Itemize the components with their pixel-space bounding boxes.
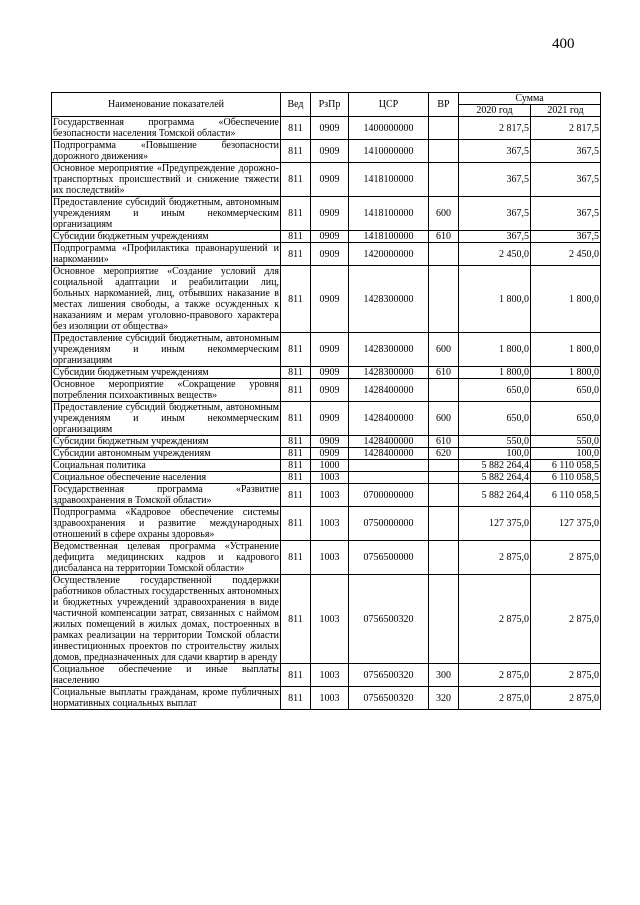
row-rzpr: 0909 (311, 333, 349, 367)
table-body (52, 117, 601, 710)
row-csr: 0756500000 (349, 541, 429, 575)
row-sum-2021: 1 800,0 (531, 333, 601, 367)
table-row (52, 333, 601, 367)
row-vr: 610 (429, 231, 459, 243)
row-vr (429, 507, 459, 541)
row-name: Социальные выплаты гражданам, кроме публичных нормативных социальных выплат (53, 687, 279, 709)
row-name: Государственная программа «Развитие здравоохранения в Томской области» (53, 484, 279, 506)
table-row (52, 367, 601, 379)
row-ved: 811 (281, 507, 311, 541)
row-rzpr: 1003 (311, 687, 349, 710)
row-name: Предоставление субсидий бюджетным, автономным учреждениям и иным некоммерческим организациям (53, 197, 279, 230)
header-2021: 2021 год (531, 105, 601, 117)
row-ved: 811 (281, 575, 311, 664)
row-sum-2020: 367,5 (459, 197, 531, 231)
row-sum-2021: 6 110 058,5 (531, 472, 601, 484)
table-row (52, 484, 601, 507)
row-sum-2020: 1 800,0 (459, 266, 531, 333)
row-ved: 811 (281, 402, 311, 436)
row-sum-2021: 367,5 (531, 163, 601, 197)
row-rzpr: 1000 (311, 460, 349, 472)
row-vr (429, 266, 459, 333)
row-sum-2021: 2 875,0 (531, 687, 601, 710)
row-sum-2021: 6 110 058,5 (531, 460, 601, 472)
row-vr: 620 (429, 448, 459, 460)
row-rzpr: 1003 (311, 575, 349, 664)
header-sum: Сумма (459, 93, 601, 105)
table-row (52, 231, 601, 243)
row-csr: 1418100000 (349, 231, 429, 243)
row-csr: 1428400000 (349, 402, 429, 436)
row-rzpr: 0909 (311, 367, 349, 379)
row-sum-2020: 650,0 (459, 379, 531, 402)
row-sum-2021: 2 875,0 (531, 575, 601, 664)
row-ved: 811 (281, 367, 311, 379)
row-ved: 811 (281, 664, 311, 687)
header-ved: Вед (281, 93, 311, 117)
row-vr (429, 472, 459, 484)
row-sum-2020: 550,0 (459, 436, 531, 448)
row-vr: 600 (429, 402, 459, 436)
row-ved: 811 (281, 117, 311, 140)
row-sum-2021: 367,5 (531, 140, 601, 163)
budget-table (51, 92, 601, 710)
row-vr: 320 (429, 687, 459, 710)
row-csr: 1420000000 (349, 243, 429, 266)
row-csr: 1418100000 (349, 197, 429, 231)
row-name: Осуществление государственной поддержки работников областных государственных автономных и бюджетных учреждений здравоохранения в виде частичной компенсации затрат, связанных с наймом жилых помещений в жилых домах, построенных в рамках реализации на территории Томской области инвестиционных проектов по строительству жилых домов, предназначенных для сдачи квартир в аренду (53, 575, 279, 663)
row-rzpr: 0909 (311, 379, 349, 402)
row-ved: 811 (281, 687, 311, 710)
row-csr: 0756500320 (349, 687, 429, 710)
row-vr (429, 575, 459, 664)
row-name: Подпрограмма «Кадровое обеспечение системы здравоохранения и развитие международных отношений в сфере охраны здоровья» (53, 507, 279, 540)
row-rzpr: 0909 (311, 436, 349, 448)
row-ved: 811 (281, 379, 311, 402)
row-name: Субсидии бюджетным учреждениям (52, 436, 281, 448)
row-vr: 600 (429, 333, 459, 367)
table-row (52, 507, 601, 541)
row-sum-2020: 367,5 (459, 163, 531, 197)
row-name: Подпрограмма «Профилактика правонарушений и наркомании» (53, 243, 279, 265)
row-sum-2021: 1 800,0 (531, 266, 601, 333)
row-sum-2020: 5 882 264,4 (459, 460, 531, 472)
row-vr (429, 484, 459, 507)
row-sum-2020: 1 800,0 (459, 333, 531, 367)
row-sum-2020: 1 800,0 (459, 367, 531, 379)
row-rzpr: 1003 (311, 472, 349, 484)
row-csr: 1428400000 (349, 379, 429, 402)
row-name: Основное мероприятие «Предупреждение дорожно-транспортных происшествий и снижение тяжести их последствий» (53, 163, 279, 196)
row-sum-2021: 2 450,0 (531, 243, 601, 266)
row-name: Субсидии бюджетным учреждениям (52, 231, 281, 243)
row-sum-2021: 2 817,5 (531, 117, 601, 140)
row-sum-2020: 5 882 264,4 (459, 472, 531, 484)
row-rzpr: 1003 (311, 507, 349, 541)
row-sum-2020: 2 875,0 (459, 541, 531, 575)
row-rzpr: 1003 (311, 484, 349, 507)
row-rzpr: 0909 (311, 243, 349, 266)
table-header (52, 93, 601, 117)
row-csr: 1418100000 (349, 163, 429, 197)
row-name: Предоставление субсидий бюджетным, автономным учреждениям и иным некоммерческим организациям (53, 402, 279, 435)
row-sum-2021: 2 875,0 (531, 541, 601, 575)
header-rzpr: РзПр (311, 93, 349, 117)
row-rzpr: 0909 (311, 448, 349, 460)
row-csr: 0700000000 (349, 484, 429, 507)
row-sum-2021: 1 800,0 (531, 367, 601, 379)
row-rzpr: 0909 (311, 197, 349, 231)
row-ved: 811 (281, 243, 311, 266)
table-row (52, 266, 601, 333)
row-ved: 811 (281, 140, 311, 163)
header-csr: ЦСР (349, 93, 429, 117)
row-csr (349, 472, 429, 484)
row-vr (429, 379, 459, 402)
row-name: Основное мероприятие «Создание условий для социальной адаптации и реабилитации лиц, больных наркоманией, лиц, отбывших наказание в местах лишения свободы, а также осужденных к наказаниям и мерам уголовно-правового характера без изоляции от общества» (53, 266, 279, 332)
row-ved: 811 (281, 197, 311, 231)
page-number: 400 (552, 36, 575, 52)
row-name: Предоставление субсидий бюджетным, автономным учреждениям и иным некоммерческим организациям (53, 333, 279, 366)
row-ved: 811 (281, 436, 311, 448)
header-name: Наименование показателей (52, 93, 281, 117)
row-sum-2021: 367,5 (531, 197, 601, 231)
row-ved: 811 (281, 231, 311, 243)
row-csr: 1428300000 (349, 367, 429, 379)
row-name: Социальное обеспечение и иные выплаты населению (53, 664, 279, 686)
row-ved: 811 (281, 333, 311, 367)
table-row (52, 460, 601, 472)
row-rzpr: 0909 (311, 140, 349, 163)
row-name: Субсидии автономным учреждениям (52, 448, 281, 460)
row-rzpr: 1003 (311, 541, 349, 575)
table-row (52, 243, 601, 266)
row-ved: 811 (281, 460, 311, 472)
row-ved: 811 (281, 484, 311, 507)
table-row (52, 163, 601, 197)
row-sum-2020: 2 875,0 (459, 575, 531, 664)
row-name: Государственная программа «Обеспечение безопасности населения Томской области» (53, 117, 279, 139)
row-name: Социальная политика (52, 460, 281, 472)
row-sum-2021: 100,0 (531, 448, 601, 460)
row-vr (429, 140, 459, 163)
table-row (52, 448, 601, 460)
row-sum-2020: 2 817,5 (459, 117, 531, 140)
row-rzpr: 0909 (311, 163, 349, 197)
row-sum-2020: 127 375,0 (459, 507, 531, 541)
row-sum-2021: 650,0 (531, 379, 601, 402)
row-csr: 1428300000 (349, 333, 429, 367)
row-sum-2020: 650,0 (459, 402, 531, 436)
row-rzpr: 0909 (311, 117, 349, 140)
row-rzpr: 0909 (311, 231, 349, 243)
row-csr: 1400000000 (349, 117, 429, 140)
row-rzpr: 1003 (311, 664, 349, 687)
table-row (52, 472, 601, 484)
row-vr: 610 (429, 436, 459, 448)
table-row (52, 117, 601, 140)
table-row (52, 436, 601, 448)
row-sum-2020: 367,5 (459, 231, 531, 243)
row-vr (429, 243, 459, 266)
row-csr: 1428400000 (349, 436, 429, 448)
table-row (52, 575, 601, 664)
row-vr: 610 (429, 367, 459, 379)
row-sum-2020: 2 875,0 (459, 687, 531, 710)
table-row (52, 664, 601, 687)
row-csr: 1428400000 (349, 448, 429, 460)
row-sum-2021: 127 375,0 (531, 507, 601, 541)
row-ved: 811 (281, 163, 311, 197)
row-csr: 0756500320 (349, 575, 429, 664)
table-row (52, 379, 601, 402)
row-ved: 811 (281, 266, 311, 333)
row-sum-2020: 100,0 (459, 448, 531, 460)
row-sum-2021: 650,0 (531, 402, 601, 436)
table-row (52, 687, 601, 710)
row-name: Социальное обеспечение населения (52, 472, 281, 484)
table-row (52, 197, 601, 231)
row-csr: 0750000000 (349, 507, 429, 541)
row-sum-2021: 2 875,0 (531, 664, 601, 687)
table-row (52, 541, 601, 575)
header-2020: 2020 год (459, 105, 531, 117)
table-row (52, 402, 601, 436)
row-csr: 1410000000 (349, 140, 429, 163)
row-rzpr: 0909 (311, 402, 349, 436)
row-vr (429, 460, 459, 472)
row-rzpr: 0909 (311, 266, 349, 333)
row-name: Ведомственная целевая программа «Устранение дефицита медицинских кадров и кадрового дисбаланса на территории Томской области» (53, 541, 279, 574)
header-vr: ВР (429, 93, 459, 117)
row-name: Основное мероприятие «Сокращение уровня потребления психоактивных веществ» (53, 379, 279, 401)
row-name: Подпрограмма «Повышение безопасности дорожного движения» (53, 140, 279, 162)
row-ved: 811 (281, 472, 311, 484)
row-vr (429, 117, 459, 140)
row-sum-2020: 5 882 264,4 (459, 484, 531, 507)
row-name: Субсидии бюджетным учреждениям (52, 367, 281, 379)
row-sum-2021: 6 110 058,5 (531, 484, 601, 507)
row-vr (429, 163, 459, 197)
row-vr: 600 (429, 197, 459, 231)
row-ved: 811 (281, 541, 311, 575)
row-csr (349, 460, 429, 472)
row-ved: 811 (281, 448, 311, 460)
row-sum-2021: 550,0 (531, 436, 601, 448)
row-vr (429, 541, 459, 575)
row-csr: 1428300000 (349, 266, 429, 333)
row-csr: 0756500320 (349, 664, 429, 687)
row-sum-2021: 367,5 (531, 231, 601, 243)
row-sum-2020: 2 875,0 (459, 664, 531, 687)
row-vr: 300 (429, 664, 459, 687)
row-sum-2020: 2 450,0 (459, 243, 531, 266)
row-sum-2020: 367,5 (459, 140, 531, 163)
table-row (52, 140, 601, 163)
